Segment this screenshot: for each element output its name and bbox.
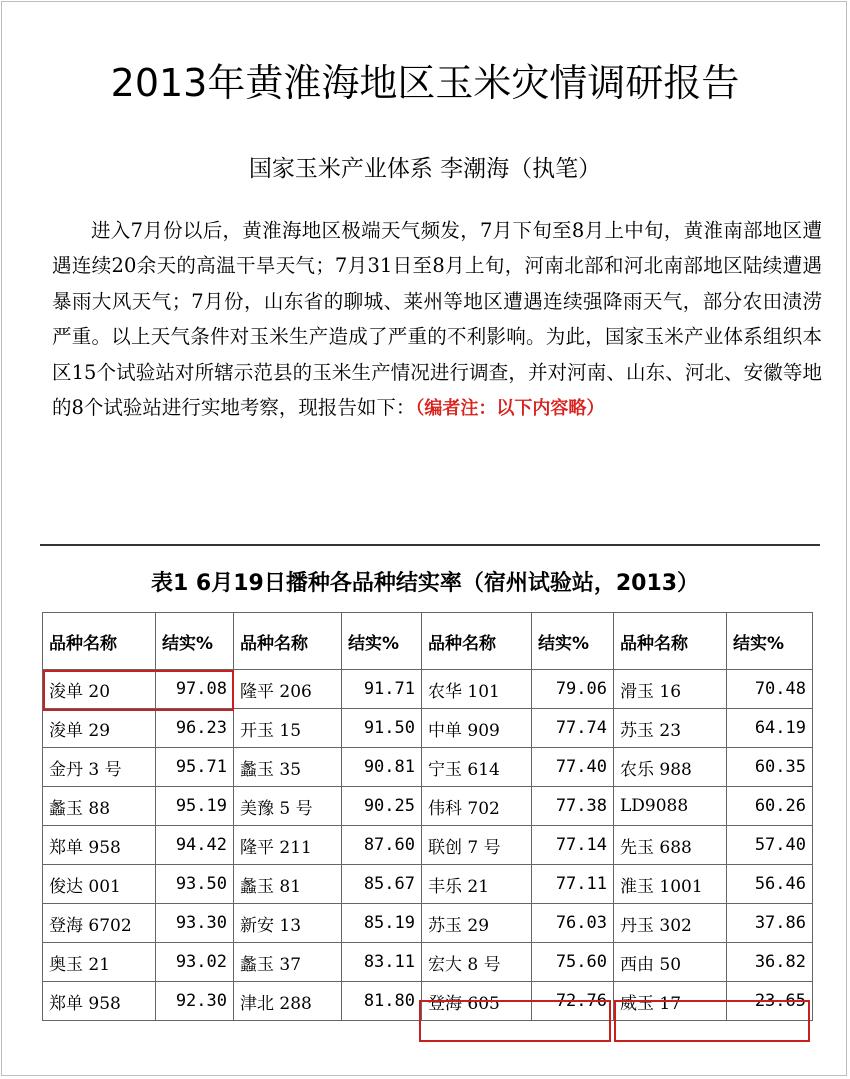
variety-name-cell: 威玉 17: [614, 982, 727, 1021]
seed-set-rate-cell: 64.19: [727, 709, 813, 748]
seed-set-rate-cell: 75.60: [532, 943, 614, 982]
seed-set-rate-cell: 83.11: [342, 943, 422, 982]
seed-set-rate-cell: 94.42: [156, 826, 234, 865]
intro-paragraph: [52, 213, 822, 426]
variety-name-cell: 丹玉 302: [614, 904, 727, 943]
header-rate: 结实%: [727, 613, 813, 670]
report-author: 国家玉米产业体系 李潮海（执笔）: [248, 156, 602, 182]
variety-name-cell: 苏玉 23: [614, 709, 727, 748]
table-row: [43, 748, 813, 787]
variety-name-cell: 农乐 988: [614, 748, 727, 787]
seed-set-rate-cell: 93.30: [156, 904, 234, 943]
seed-set-rate-cell: 37.86: [727, 904, 813, 943]
header-rate: 结实%: [342, 613, 422, 670]
table-row: [43, 826, 813, 865]
variety-name-cell: 蠡玉 35: [234, 748, 342, 787]
seed-set-rate-cell: 77.11: [532, 865, 614, 904]
editor-note: （编者注：以下内容略）: [415, 398, 605, 420]
seed-set-rate-cell: 95.19: [156, 787, 234, 826]
variety-name-cell: 滑玉 16: [614, 670, 727, 709]
header-variety: 品种名称: [43, 613, 156, 670]
variety-name-cell: 津北 288: [234, 982, 342, 1021]
table-row: [43, 865, 813, 904]
variety-name-cell: 苏玉 29: [422, 904, 532, 943]
variety-name-cell: 隆平 206: [234, 670, 342, 709]
seed-set-rate-cell: 77.14: [532, 826, 614, 865]
variety-name-cell: 淮玉 1001: [614, 865, 727, 904]
header-variety: 品种名称: [422, 613, 532, 670]
variety-name-cell: 郑单 958: [43, 982, 156, 1021]
variety-name-cell: 蠡玉 81: [234, 865, 342, 904]
seed-set-rate-cell: 72.76: [532, 982, 614, 1021]
seed-set-rate-cell: 56.46: [727, 865, 813, 904]
variety-name-cell: 浚单 20: [43, 670, 156, 709]
header-rate: 结实%: [156, 613, 234, 670]
variety-name-cell: 农华 101: [422, 670, 532, 709]
variety-name-cell: 中单 909: [422, 709, 532, 748]
variety-name-cell: 联创 7 号: [422, 826, 532, 865]
seed-set-rate-cell: 91.50: [342, 709, 422, 748]
table-row: [43, 670, 813, 709]
variety-name-cell: 浚单 29: [43, 709, 156, 748]
seed-set-rate-cell: 77.38: [532, 787, 614, 826]
variety-name-cell: 蠡玉 37: [234, 943, 342, 982]
seed-set-rate-cell: 92.30: [156, 982, 234, 1021]
variety-name-cell: 隆平 211: [234, 826, 342, 865]
variety-name-cell: 先玉 688: [614, 826, 727, 865]
variety-name-cell: 宁玉 614: [422, 748, 532, 787]
seed-set-rate-cell: 85.19: [342, 904, 422, 943]
seed-set-rate-cell: 93.50: [156, 865, 234, 904]
header-variety: 品种名称: [234, 613, 342, 670]
seed-set-rate-cell: 93.02: [156, 943, 234, 982]
seed-set-rate-cell: 90.25: [342, 787, 422, 826]
seed-set-rate-cell: 85.67: [342, 865, 422, 904]
seed-set-rate-cell: 36.82: [727, 943, 813, 982]
seed-set-rate-cell: 95.71: [156, 748, 234, 787]
variety-name-cell: 奥玉 21: [43, 943, 156, 982]
variety-name-cell: 新安 13: [234, 904, 342, 943]
seed-set-rate-cell: 76.03: [532, 904, 614, 943]
seed-set-rate-cell: 96.23: [156, 709, 234, 748]
variety-name-cell: 宏大 8 号: [422, 943, 532, 982]
table-row: [43, 904, 813, 943]
seed-set-rate-cell: 91.71: [342, 670, 422, 709]
seed-set-rate-cell: 70.48: [727, 670, 813, 709]
table-row: [43, 943, 813, 982]
seed-set-rate-cell: 97.08: [156, 670, 234, 709]
table-row: [43, 787, 813, 826]
table-row: [43, 982, 813, 1021]
report-title: 2013年黄淮海地区玉米灾情调研报告: [110, 61, 740, 105]
seed-set-rate-table: [42, 612, 813, 1021]
table-header-row: [43, 613, 813, 670]
variety-name-cell: 金丹 3 号: [43, 748, 156, 787]
seed-set-rate-cell: 60.35: [727, 748, 813, 787]
table-title: 表1 6月19日播种各品种结实率（宿州试验站，2013）: [150, 571, 700, 596]
seed-set-rate-cell: 90.81: [342, 748, 422, 787]
header-variety: 品种名称: [614, 613, 727, 670]
variety-name-cell: 美豫 5 号: [234, 787, 342, 826]
variety-name-cell: 蠡玉 88: [43, 787, 156, 826]
seed-set-rate-cell: 23.65: [727, 982, 813, 1021]
seed-set-rate-cell: 81.80: [342, 982, 422, 1021]
seed-set-rate-cell: 77.74: [532, 709, 614, 748]
variety-name-cell: 登海 6702: [43, 904, 156, 943]
variety-name-cell: 开玉 15: [234, 709, 342, 748]
intro-text: 进入7月份以后，黄淮海地区极端天气频发，7月下旬至8月上中旬，黄淮南部地区遭遇连续20余天的高温干旱天气；7月31日至8月上旬，河南北部和河北南部地区陆续遭遇暴雨大风天气；7月份，山东省的聊城、莱州等地区遭遇连续强降雨天气，部分农田渍涝严重。以上天气条件对玉米生产造成了严重的不利影响。为此，国家玉米产业体系组织本区15个试验站对所辖示范县的玉米生产情况进行调查，并对河南、山东、河北、安徽等地的8个试验站进行实地考察，现报告如下：: [52, 219, 822, 420]
header-rate: 结实%: [532, 613, 614, 670]
variety-name-cell: 郑单 958: [43, 826, 156, 865]
variety-name-cell: 丰乐 21: [422, 865, 532, 904]
seed-set-rate-cell: 57.40: [727, 826, 813, 865]
seed-set-rate-cell: 79.06: [532, 670, 614, 709]
seed-set-rate-cell: 87.60: [342, 826, 422, 865]
variety-name-cell: 俊达 001: [43, 865, 156, 904]
seed-set-rate-cell: 60.26: [727, 787, 813, 826]
variety-name-cell: 登海 605: [422, 982, 532, 1021]
table-row: [43, 709, 813, 748]
variety-name-cell: LD9088: [614, 787, 727, 826]
variety-name-cell: 西由 50: [614, 943, 727, 982]
variety-name-cell: 伟科 702: [422, 787, 532, 826]
section-divider: [40, 544, 820, 546]
seed-set-rate-cell: 77.40: [532, 748, 614, 787]
